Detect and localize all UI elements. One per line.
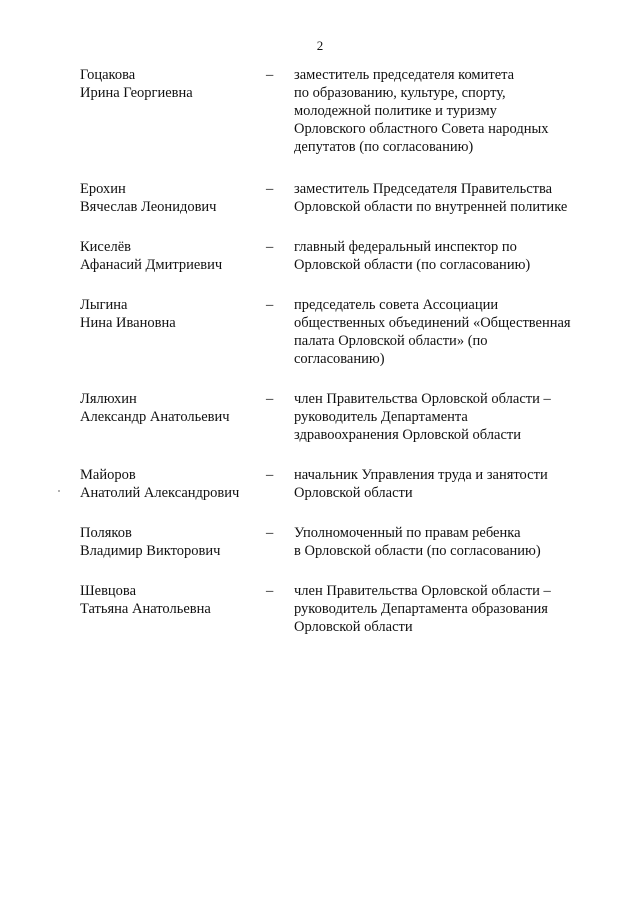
position-line: согласованию): [294, 351, 385, 367]
position-line: председатель совета Ассоциации: [294, 297, 499, 313]
position-line: здравоохранения Орловской области: [294, 427, 521, 443]
scan-speck: [58, 490, 60, 492]
member-given-names: Александр Анатольевич: [80, 409, 230, 425]
member-surname: Поляков: [80, 525, 132, 541]
member-entry: [80, 296, 600, 368]
member-position: [294, 390, 586, 444]
dash-separator: –: [266, 181, 274, 197]
member-list: [80, 66, 600, 636]
position-line: заместитель Председателя Правительства: [294, 181, 553, 197]
dash-separator: –: [266, 67, 274, 83]
position-line: по образованию, культуре, спорту,: [294, 85, 506, 101]
member-entry: [80, 466, 600, 502]
member-name: [80, 466, 266, 502]
member-surname: Лыгина: [80, 297, 128, 313]
member-position: [294, 296, 586, 368]
dash-separator: –: [266, 297, 274, 313]
position-line: руководитель Департамента образования: [294, 601, 548, 617]
position-line: в Орловской области (по согласованию): [294, 543, 541, 559]
member-position: [294, 524, 586, 560]
member-given-names: Татьяна Анатольевна: [80, 601, 211, 617]
member-entry: [80, 180, 600, 216]
dash-separator: –: [266, 239, 274, 255]
member-surname: Шевцова: [80, 583, 137, 599]
member-entry: [80, 524, 600, 560]
position-line: Орловской области: [294, 485, 413, 501]
member-entry: [80, 66, 600, 156]
member-position: [294, 582, 586, 636]
position-line: Орловского областного Совета народных: [294, 121, 549, 137]
position-line: Уполномоченный по правам ребенка: [294, 525, 521, 541]
member-name: [80, 180, 266, 216]
member-entry: [80, 390, 600, 444]
position-line: член Правительства Орловской области –: [294, 583, 551, 599]
position-line: общественных объединений «Общественная: [294, 315, 571, 331]
position-line: палата Орловской области» (по: [294, 333, 488, 349]
dash-separator: –: [266, 467, 274, 483]
dash-separator: –: [266, 391, 274, 407]
position-line: Орловской области по внутренней политике: [294, 199, 568, 215]
member-entry: [80, 238, 600, 274]
position-line: начальник Управления труда и занятости: [294, 467, 548, 483]
member-surname: Майоров: [80, 467, 136, 483]
member-surname: Ерохин: [80, 181, 126, 197]
member-given-names: Владимир Викторович: [80, 543, 221, 559]
member-name: [80, 390, 266, 426]
position-line: Орловской области: [294, 619, 413, 635]
member-position: [294, 238, 586, 274]
member-given-names: Афанасий Дмитриевич: [80, 257, 223, 273]
member-surname: Гоцакова: [80, 67, 136, 83]
member-name: [80, 296, 266, 332]
member-given-names: Нина Ивановна: [80, 315, 176, 331]
member-surname: Киселёв: [80, 239, 131, 255]
member-given-names: Анатолий Александрович: [80, 485, 240, 501]
member-name: [80, 524, 266, 560]
member-name: [80, 66, 266, 102]
member-position: [294, 466, 586, 502]
member-given-names: Вячеслав Леонидович: [80, 199, 217, 215]
position-line: Орловской области (по согласованию): [294, 257, 531, 273]
position-line: главный федеральный инспектор по: [294, 239, 517, 255]
member-entry: [80, 582, 600, 636]
position-line: депутатов (по согласованию): [294, 139, 474, 155]
member-surname: Лялюхин: [80, 391, 137, 407]
member-position: [294, 66, 586, 156]
dash-separator: –: [266, 525, 274, 541]
position-line: заместитель председателя комитета: [294, 67, 515, 83]
member-name: [80, 582, 266, 618]
position-line: молодежной политике и туризму: [294, 103, 497, 119]
member-given-names: Ирина Георгиевна: [80, 85, 193, 101]
dash-separator: –: [266, 583, 274, 599]
member-position: [294, 180, 586, 216]
page-number: 2: [316, 38, 324, 53]
position-line: руководитель Департамента: [294, 409, 468, 425]
position-line: член Правительства Орловской области –: [294, 391, 551, 407]
member-name: [80, 238, 266, 274]
